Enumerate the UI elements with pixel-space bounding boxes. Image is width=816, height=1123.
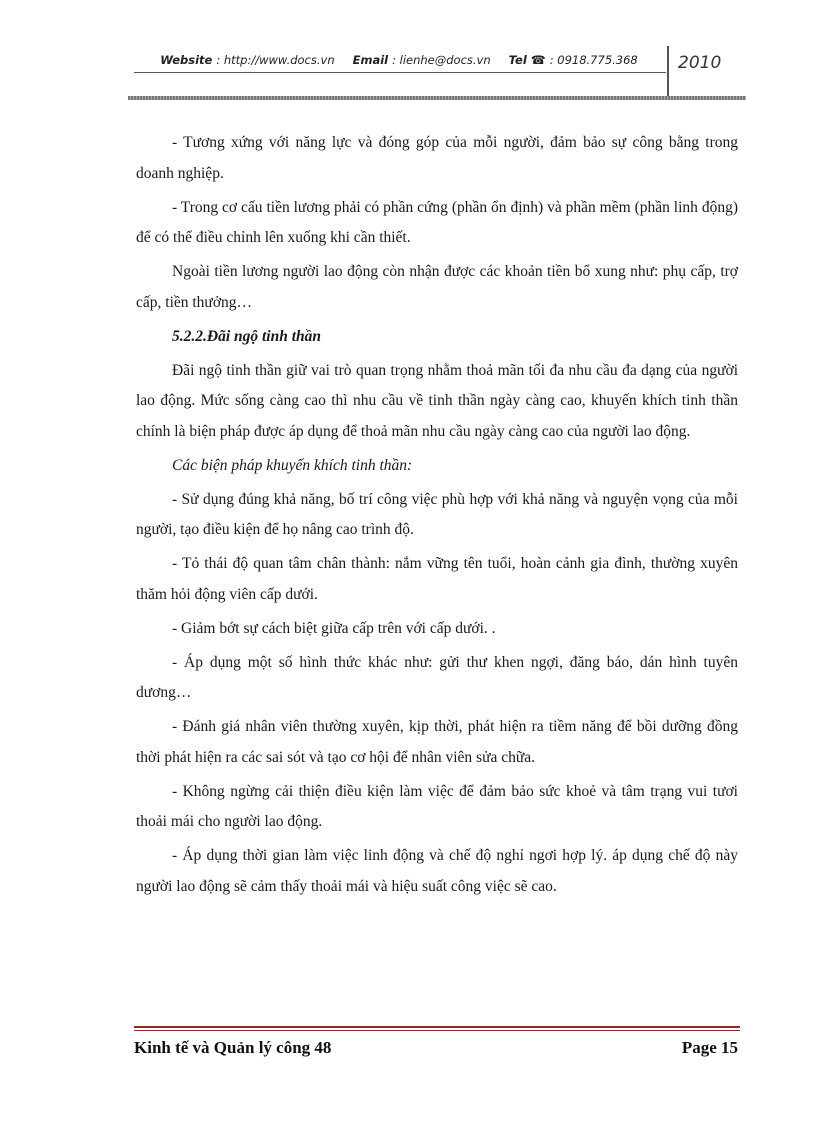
header-divider (667, 46, 669, 98)
paragraph-6: - Tỏ thái độ quan tâm chân thành: nắm vững tên tuổi, hoàn cảnh gia đình, thường xuyên thăm hỏi động viên cấp dưới. (136, 555, 738, 603)
paragraph-9: - Đánh giá nhân viên thường xuyên, kịp thời, phát hiện ra tiềm năng để bồi dưỡng đồng thời phát hiện ra các sai sót và tạo cơ hội để nhân viên sửa chữa. (136, 718, 738, 766)
paragraph-2: - Trong cơ cấu tiền lương phải có phần cứng (phần ổn định) và phần mềm (phần linh động) để có thể điều chỉnh lên xuống khi cần thiết. (136, 198, 738, 246)
header-rule (134, 72, 666, 73)
paragraph-1: - Tương xứng với năng lực và đóng góp của mỗi người, đảm bảo sự công bằng trong doanh nghiệp. (136, 134, 738, 182)
paragraph-10: - Không ngừng cải thiện điều kiện làm việc để đảm bảo sức khoẻ và tâm trạng vui tươi thoải mái cho người lao động. (136, 782, 738, 830)
email-label: Email (352, 53, 389, 67)
footer-rule (134, 1026, 740, 1031)
paragraph-11: - Áp dụng thời gian làm việc linh động và chế độ nghỉ ngơi hợp lý. áp dụng chế độ này người lao động sẽ cảm thấy thoải mái và hiệu suất công việc sẽ cao. (136, 847, 738, 895)
page-number: Page 15 (681, 1038, 738, 1057)
website-label: Website (160, 53, 213, 67)
footer-title: Kinh tế và Quản lý công 48 (134, 1038, 332, 1057)
phone-icon: ☎ (530, 53, 546, 67)
tel-number: : 0918.775.368 (549, 53, 638, 67)
page-body (136, 128, 738, 906)
header-year: 2010 (678, 53, 722, 73)
paragraph-8: - Áp dụng một số hình thức khác như: gửi thư khen ngợi, đăng báo, dán hình tuyên dương… (136, 653, 738, 701)
page-header (134, 48, 664, 72)
tel-label: Tel (508, 53, 527, 67)
subheading: Các biện pháp khuyến khích tinh thần: (172, 456, 413, 474)
website-url[interactable]: : http://www.docs.vn (216, 53, 335, 67)
section-heading: 5.2.2.Đãi ngộ tinh thần (172, 327, 322, 345)
paragraph-5: - Sử dụng đúng khả năng, bố trí công việc phù hợp với khả năng và nguyện vọng của mỗi người, tạo điều kiện để họ nâng cao trình độ. (136, 490, 738, 538)
paragraph-4: Đãi ngộ tinh thần giữ vai trò quan trọng nhằm thoả mãn tối đa nhu cầu đa dạng của người lao động. Mức sống càng cao thì nhu cầu về tinh thần ngày càng cao, khuyến khích tinh thần chính là biện pháp được áp dụng để thoả mãn nhu cầu ngày càng cao của người lao động. (136, 361, 738, 440)
paragraph-7: - Giảm bớt sự cách biệt giữa cấp trên với cấp dưới. . (172, 619, 496, 637)
paragraph-3: Ngoài tiền lương người lao động còn nhận được các khoản tiền bổ xung như: phụ cấp, trợ cấp, tiền thưởng… (136, 263, 738, 311)
email-address[interactable]: : lienhe@docs.vn (392, 53, 491, 67)
header-thick-rule (128, 96, 746, 100)
